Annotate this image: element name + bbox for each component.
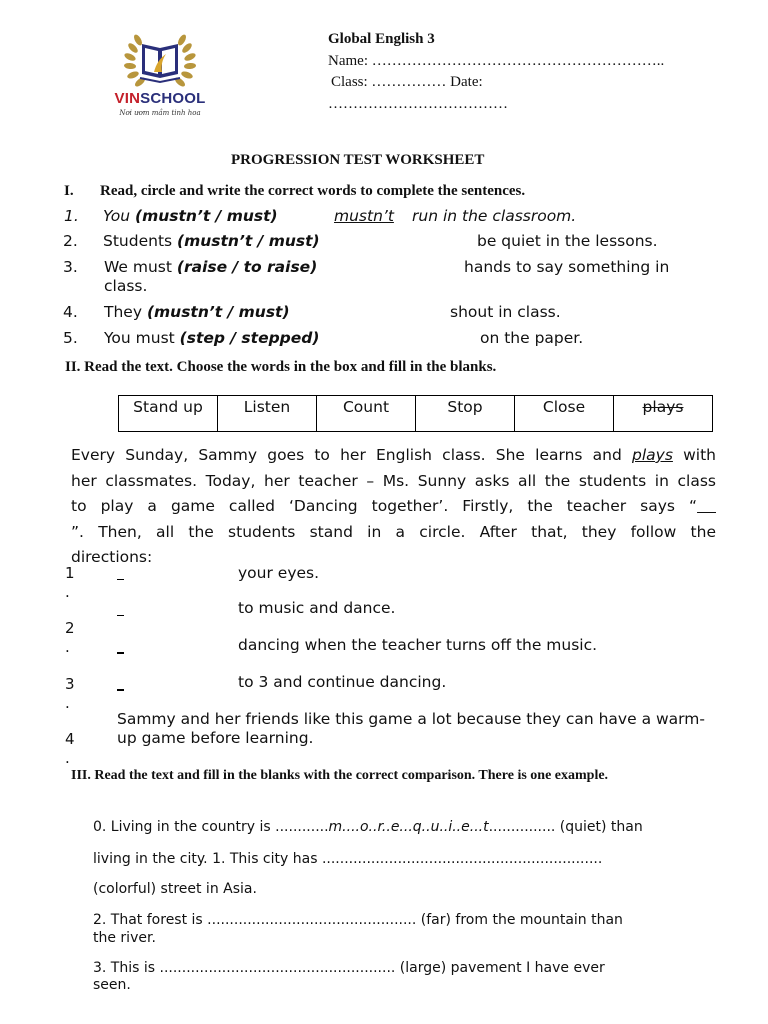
direction-number-dot: . xyxy=(65,583,70,601)
direction-number: 3 xyxy=(65,675,75,693)
comparison-line: the river. xyxy=(93,930,156,946)
name-line: Name: ………………………………………………….. xyxy=(328,53,665,69)
logo-wordmark: VINSCHOOL xyxy=(114,90,206,107)
word-box-cell-example: plays xyxy=(614,396,713,432)
q4-number: 4. xyxy=(63,303,78,321)
answer-blank[interactable] xyxy=(117,673,124,691)
answer-blank[interactable] xyxy=(117,599,124,616)
word-box-cell: Stop xyxy=(416,396,515,432)
book-laurel-icon xyxy=(100,28,220,90)
closing-line-1: Sammy and her friends like this game a lot because they can have a warm- xyxy=(117,710,705,728)
section-1-heading: Read, circle and write the correct words to complete the sentences. xyxy=(100,183,526,199)
section-3-heading: III. Read the text and fill in the blanks with the correct comparison. There is one example. xyxy=(71,768,609,783)
date-dots: ……………………………… xyxy=(328,96,508,112)
direction-text: your eyes. xyxy=(238,564,320,582)
word-box-cell: Listen xyxy=(218,396,317,432)
question-4: They (mustn’t / must) xyxy=(104,303,290,321)
q3-number: 3. xyxy=(63,258,78,276)
closing-line-2: up game before learning. xyxy=(117,729,314,747)
direction-number: 4 xyxy=(65,730,75,748)
comparison-line: 3. This is ..................................................... (large) pavement I have ever xyxy=(93,960,605,976)
question-1: You (mustn’t / must) xyxy=(103,207,278,225)
direction-text: to music and dance. xyxy=(238,599,396,617)
answer-blank[interactable] xyxy=(117,636,124,654)
direction-number-dot: . xyxy=(65,638,70,656)
answer-blank[interactable] xyxy=(117,563,124,580)
comparison-line: seen. xyxy=(93,977,131,993)
course-title: Global English 3 xyxy=(328,31,435,47)
logo-tagline: Nơi ươm mầm tinh hoa xyxy=(119,109,201,117)
q4-rest: shout in class. xyxy=(450,303,561,321)
word-box xyxy=(118,395,713,432)
class-date-line: Class: …………… Date: xyxy=(331,74,483,90)
example-answer: m....o..r..e...q..u..i..e...t xyxy=(328,819,489,835)
direction-text: dancing when the teacher turns off the music. xyxy=(238,636,598,654)
q5-rest: on the paper. xyxy=(480,329,584,347)
reading-passage: Every Sunday, Sammy goes to her English class. She learns and plays with her classmates. Today, her teacher – Ms. Sunny asks all the students in class to play a game called ‘Dancing together’. Firstly, the teacher says “ ”. Then, all the students stand in a circle. After that, they follow the directions: xyxy=(71,446,716,566)
direction-number: 1 xyxy=(65,564,75,582)
question-2: Students (mustn’t / must) xyxy=(103,232,320,250)
q1-number: 1. xyxy=(64,207,79,225)
q2-number: 2. xyxy=(63,232,78,250)
direction-number: 2 xyxy=(65,619,75,637)
q2-rest: be quiet in the lessons. xyxy=(477,232,658,250)
q3-rest-2: class. xyxy=(104,277,148,295)
question-3: We must (raise / to raise) xyxy=(104,258,318,276)
q3-rest: hands to say something in xyxy=(464,258,670,276)
q1-rest: run in the classroom. xyxy=(412,207,577,225)
direction-number-dot: . xyxy=(65,749,70,767)
example-line: 0. Living in the country is ............m....o..r..e...q..u..i..e...t............... (quiet) than xyxy=(93,819,643,835)
q5-number: 5. xyxy=(63,329,78,347)
word-box-cell: Stand up xyxy=(119,396,218,432)
comparison-line: 2. That forest is ............................................... (far) from the mountain than xyxy=(93,912,623,928)
comparison-line: (colorful) street in Asia. xyxy=(93,881,257,897)
word-box-cell: Close xyxy=(515,396,614,432)
comparison-line: living in the city. 1. This city has ............................................................... xyxy=(93,851,603,867)
section-1-number: I. xyxy=(64,183,74,199)
school-logo xyxy=(100,28,220,123)
worksheet-title: PROGRESSION TEST WORKSHEET xyxy=(231,152,485,168)
direction-text: to 3 and continue dancing. xyxy=(238,673,447,691)
word-box-cell: Count xyxy=(317,396,416,432)
section-2-heading: II. Read the text. Choose the words in the box and fill in the blanks. xyxy=(65,359,497,375)
direction-number-dot: . xyxy=(65,694,70,712)
q1-answer: mustn’t xyxy=(334,207,394,225)
question-5: You must (step / stepped) xyxy=(104,329,320,347)
